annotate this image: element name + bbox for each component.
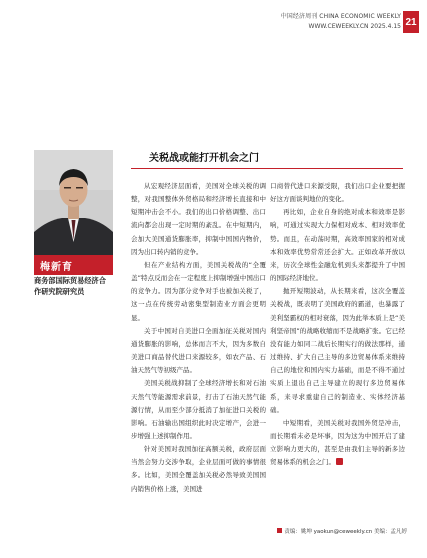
paragraph: 再比如，企业自身的绝对成本和效率是影响，可通过实现大力保相对成本、相对效率优势。而且，在动荡时期，高效率国家的相对成本和效率优势常常还会扩大。正如改革开放以来，历次全球性金融危机到头来都提升了中国的国际经济地位。 bbox=[270, 208, 405, 283]
author-affiliation: 商务部国际贸易经济合作研究院研究员 bbox=[34, 276, 106, 296]
paragraph: 从宏观经济层面看，美国对全球关税的调整，对我国整体外贸格局和经济增长直接和中短期冲击会不小。我们的出口价格调整、出口流向都会出现一定时期的紊乱。在中短期内，会加大美国通货膨胀率，抑制中国国内物价，因为出口转内销的竞争。 bbox=[131, 182, 266, 256]
paragraph: 但在产业结构方面，美国关税战的“全覆盖”特点反而会在一定程度上抑制增强中国出口的竞争力。因为部分竞争对手也被加关税了，这一点在传统劳动密集型制造业方面会更明显。 bbox=[131, 260, 266, 322]
footer-credits bbox=[277, 527, 407, 535]
title-divider bbox=[131, 168, 403, 169]
paragraph: 美国关税战抑制了全球经济增长和对石油天然气等能源需求前景，打击了石油天然气能源行情，从而至少部分抵消了加征进口关税的影响。石油输出国组织此时决定增产，会进一步增强上述抑制作用。 bbox=[131, 379, 266, 440]
website-date: WWW.CEWEEKLY.CN 2025.4.15 bbox=[308, 23, 401, 30]
paragraph-text: 中短期看，美国关税对我国外贸是冲击，而长期看未必是坏事，因为这为中国开启了建立影响力更大的，甚至是由我们主导的新多边贸易体系的机会之门。 bbox=[270, 418, 405, 467]
article-column-left bbox=[131, 180, 266, 496]
article-column-right bbox=[270, 180, 405, 469]
paragraph: 关于中国对自美进口全面加征关税对国内通货膨胀的影响，总体而言不大，因为多数自美进口商品替代进口来源较多，如农产品、石油天然气等初级产品。 bbox=[131, 326, 266, 375]
paragraph: 针对美国对我国加征高额关税，政府层面当然会努力交涉争取，企业层面可做的事情很多。比如，美国全覆盖加关税必然导致美国国内销售价格上涨，美国进 bbox=[131, 445, 266, 493]
paragraph-last bbox=[270, 417, 405, 470]
paragraph: 口商替代进口来源受限，我们出口企业要把握好这方面谈判地位的变化。 bbox=[270, 182, 405, 204]
editor-credits: 责编：姚坤 yaokun@ceweekly.cn 美编：孟凡婷 bbox=[284, 529, 407, 535]
magazine-name: 中国经济周刊 CHINA ECONOMIC WEEKLY bbox=[280, 13, 401, 20]
running-header bbox=[281, 12, 401, 32]
author-photo bbox=[34, 150, 113, 255]
author-portrait-image bbox=[34, 150, 113, 255]
end-mark-icon bbox=[336, 458, 343, 465]
square-bullet-icon bbox=[277, 528, 282, 533]
article-title: 关税战或能打开机会之门 bbox=[149, 153, 259, 164]
author-name: 梅新育 bbox=[40, 262, 73, 273]
page-number: 21 bbox=[403, 11, 419, 33]
paragraph: 抛开短期波动，从长期来看，这次全覆盖关税战，既表明了美国政府的霸道，也暴露了美利坚霸权的相对衰落，因为此举本质上是“美利坚帝国”的战略收缩而不是战略扩张。它已经没有能力如同二战后长期实行的做法那样，通过维持、扩大自己主导的多边贸易体系来维持自己的地位和国内实力基础，而是不得不通过实质上退出自己主导建立的现行多边贸易体系，来寻求重建自己的制造业、实体经济基础。 bbox=[270, 287, 405, 414]
author-name-box bbox=[34, 255, 113, 275]
